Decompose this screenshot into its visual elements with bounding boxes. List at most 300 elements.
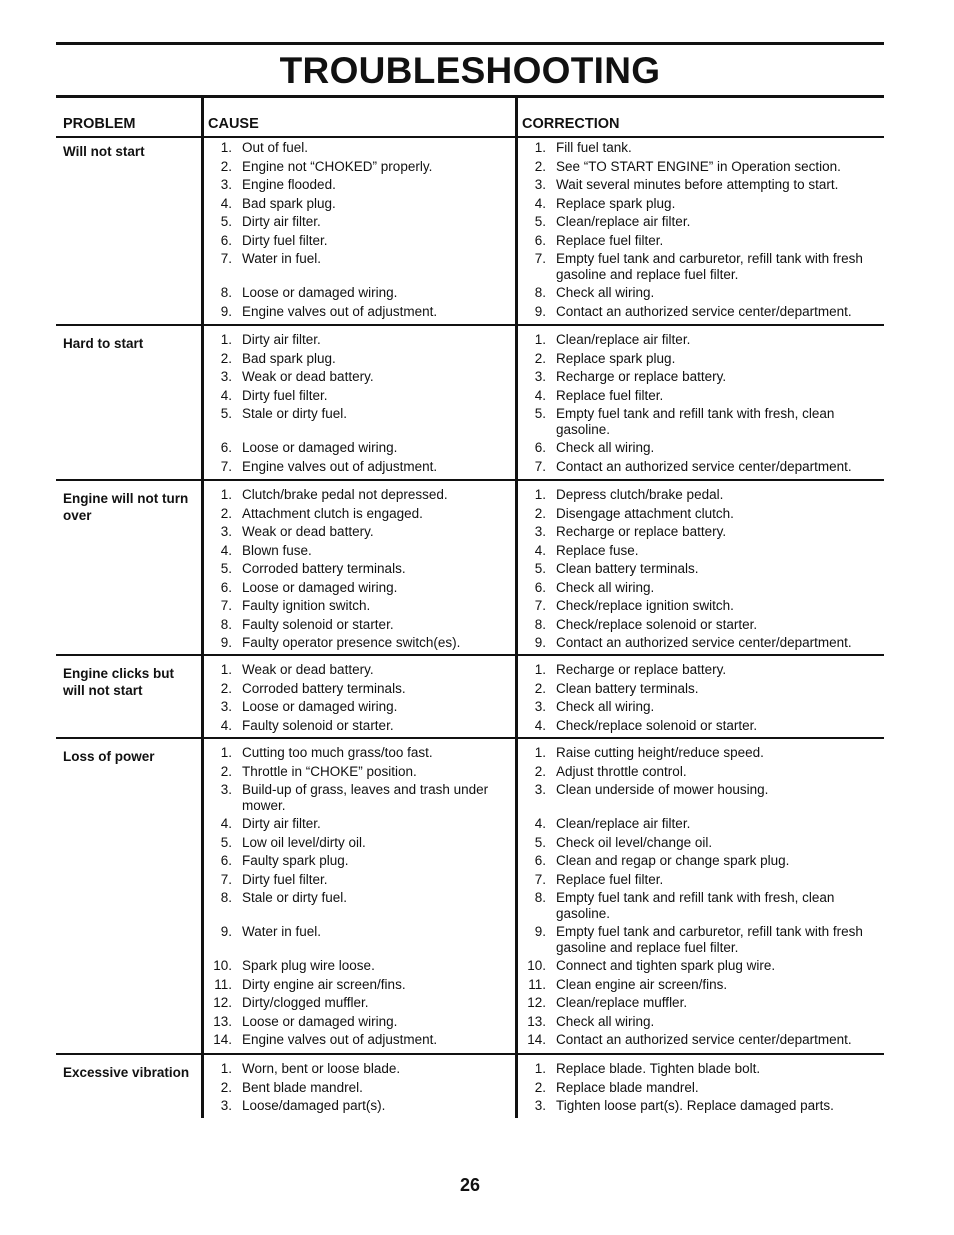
cause-item: [206, 285, 506, 301]
cause-item: [206, 351, 506, 367]
cause-list: [206, 745, 506, 1051]
item-number: 9.: [220, 303, 232, 319]
correction-text: Check all wiring.: [556, 1013, 655, 1029]
cause-text: Faulty operator presence switch(es).: [242, 635, 461, 650]
item-number: 14.: [213, 1032, 232, 1047]
item-number: 11.: [214, 976, 232, 992]
correction-text: Check all wiring.: [556, 440, 655, 455]
correction-item: [520, 598, 882, 614]
correction-text: Recharge or replace battery.: [556, 369, 727, 384]
cause-item: [206, 662, 506, 678]
item-number: 4.: [534, 542, 546, 558]
cause-text: Faulty spark plug.: [242, 853, 349, 868]
item-number: 7.: [534, 458, 546, 474]
correction-item: [520, 718, 882, 734]
item-number: 5.: [534, 406, 546, 421]
correction-text: Replace blade mandrel.: [556, 1079, 699, 1095]
cause-text: Dirty air filter.: [242, 214, 321, 229]
correction-text: Check all wiring.: [556, 285, 655, 300]
cause-item: [206, 745, 506, 761]
item-number: 5.: [534, 834, 546, 850]
cause-item: [206, 718, 506, 734]
correction-item: [520, 159, 882, 175]
correction-text: Fill fuel tank.: [556, 140, 632, 155]
cause-item: [206, 177, 506, 193]
item-number: 8.: [534, 616, 546, 632]
correction-item: [520, 835, 882, 851]
correction-item: [520, 872, 882, 888]
item-number: 4.: [220, 542, 232, 558]
cause-item: [206, 159, 506, 175]
correction-text: Adjust throttle control.: [556, 763, 687, 779]
correction-text: Check all wiring.: [556, 579, 655, 595]
item-number: 7.: [534, 598, 546, 613]
correction-item: [520, 406, 882, 437]
item-number: 9.: [220, 924, 232, 939]
cause-text: Faulty solenoid or starter.: [242, 616, 394, 632]
cause-text: Corroded battery terminals.: [242, 680, 406, 696]
item-number: 5.: [220, 406, 232, 421]
cause-text: Attachment clutch is engaged.: [242, 505, 423, 521]
correction-text: Replace fuel filter.: [556, 387, 664, 403]
correction-item: [520, 853, 882, 869]
item-number: 1.: [534, 745, 546, 760]
item-number: 4.: [534, 717, 546, 733]
item-number: 2.: [220, 350, 232, 366]
correction-text: Contact an authorized service center/department.: [556, 635, 852, 650]
correction-item: [520, 351, 882, 367]
cause-item: [206, 440, 506, 456]
item-number: 1.: [534, 662, 546, 677]
item-number: 3.: [220, 699, 232, 714]
item-number: 11.: [528, 976, 546, 992]
correction-item: [520, 745, 882, 761]
cause-text: Loose or damaged wiring.: [242, 440, 398, 455]
item-number: 4.: [220, 195, 232, 211]
correction-text: Check oil level/change oil.: [556, 834, 713, 850]
item-number: 4.: [220, 816, 232, 831]
correction-item: [520, 699, 882, 715]
correction-item: [520, 487, 882, 503]
correction-item: [520, 1098, 882, 1114]
cause-text: Bad spark plug.: [242, 195, 336, 211]
correction-text: Replace fuse.: [556, 542, 639, 558]
item-number: 2.: [220, 505, 232, 521]
cause-item: [206, 995, 506, 1011]
item-number: 2.: [534, 763, 546, 779]
correction-item: [520, 1061, 882, 1077]
cause-text: Water in fuel.: [242, 924, 322, 939]
cause-list: [206, 140, 506, 322]
cause-item: [206, 196, 506, 212]
item-number: 2.: [534, 680, 546, 696]
item-number: 6.: [220, 440, 232, 455]
section-divider: [56, 1053, 884, 1055]
correction-text: See “TO START ENGINE” in Operation section.: [556, 158, 841, 174]
problem-label: Hard to start: [63, 336, 144, 351]
cause-item: [206, 1080, 506, 1096]
problem-label: Engine clicks but will not start: [63, 666, 175, 698]
item-number: 8.: [534, 285, 546, 300]
cause-item: [206, 924, 506, 955]
correction-text: Clean/replace muffler.: [556, 995, 688, 1010]
problem-label: Loss of power: [63, 749, 155, 764]
item-number: 4.: [534, 816, 546, 831]
correction-text: Wait several minutes before attempting to start.: [556, 177, 839, 192]
correction-text: Empty fuel tank and carburetor, refill tank with fresh gasoline and replace fuel filter.: [556, 924, 863, 955]
correction-item: [520, 369, 882, 385]
correction-list: [520, 662, 882, 736]
correction-item: [520, 388, 882, 404]
cause-item: [206, 699, 506, 715]
cause-text: Weak or dead battery.: [242, 369, 374, 384]
cause-text: Low oil level/dirty oil.: [242, 834, 366, 850]
item-number: 3.: [534, 1098, 546, 1113]
correction-text: Check/replace solenoid or starter.: [556, 717, 758, 733]
item-number: 2.: [220, 680, 232, 696]
correction-text: Replace fuel filter.: [556, 871, 664, 887]
item-number: 6.: [534, 853, 546, 868]
cause-text: Loose or damaged wiring.: [242, 699, 398, 714]
item-number: 9.: [220, 635, 232, 650]
item-number: 1.: [220, 140, 232, 155]
column-divider-correction: [515, 95, 518, 1118]
item-number: 4.: [534, 387, 546, 403]
correction-item: [520, 459, 882, 475]
item-number: 8.: [220, 890, 232, 905]
cause-text: Loose or damaged wiring.: [242, 1013, 398, 1029]
cause-item: [206, 598, 506, 614]
item-number: 3.: [534, 524, 546, 539]
item-number: 7.: [220, 251, 232, 266]
correction-text: Replace spark plug.: [556, 350, 676, 366]
correction-text: Recharge or replace battery.: [556, 524, 727, 539]
item-number: 5.: [220, 834, 232, 850]
correction-item: [520, 561, 882, 577]
correction-item: [520, 662, 882, 678]
item-number: 6.: [220, 853, 232, 868]
correction-item: [520, 1032, 882, 1048]
item-number: 3.: [220, 524, 232, 539]
cause-list: [206, 332, 506, 477]
problem-label: Excessive vibration: [63, 1065, 190, 1080]
item-number: 3.: [534, 782, 546, 797]
cause-text: Cutting too much grass/too fast.: [242, 745, 433, 760]
cause-text: Faulty solenoid or starter.: [242, 717, 394, 733]
correction-item: [520, 958, 882, 974]
cause-text: Dirty air filter.: [242, 332, 321, 347]
cause-item: [206, 977, 506, 993]
correction-item: [520, 890, 882, 921]
cause-item: [206, 782, 506, 813]
correction-text: Replace spark plug.: [556, 195, 676, 211]
header-problem: PROBLEM: [63, 116, 136, 132]
cause-text: Engine flooded.: [242, 177, 336, 192]
cause-list: [206, 662, 506, 736]
item-number: 1.: [534, 1061, 546, 1076]
header-cause: CAUSE: [208, 116, 259, 132]
cause-list: [206, 1061, 506, 1117]
item-number: 13.: [213, 1013, 232, 1029]
cause-item: [206, 524, 506, 540]
cause-text: Loose/damaged part(s).: [242, 1098, 386, 1113]
correction-text: Clean underside of mower housing.: [556, 782, 769, 797]
item-number: 3.: [534, 699, 546, 714]
cause-item: [206, 872, 506, 888]
cause-text: Out of fuel.: [242, 140, 309, 155]
item-number: 2.: [220, 763, 232, 779]
page-number: 26: [459, 1175, 481, 1195]
correction-item: [520, 1014, 882, 1030]
item-number: 8.: [220, 616, 232, 632]
cause-item: [206, 580, 506, 596]
correction-item: [520, 764, 882, 780]
problem-label: Will not start: [63, 144, 145, 159]
cause-text: Stale or dirty fuel.: [242, 890, 348, 905]
item-number: 12.: [527, 995, 546, 1010]
correction-text: Clean engine air screen/fins.: [556, 976, 728, 992]
item-number: 6.: [534, 440, 546, 455]
cause-item: [206, 681, 506, 697]
item-number: 2.: [534, 350, 546, 366]
item-number: 14.: [527, 1032, 546, 1047]
correction-item: [520, 816, 882, 832]
item-number: 7.: [534, 871, 546, 887]
cause-list: [206, 487, 506, 654]
section-divider: [56, 654, 884, 656]
correction-item: [520, 214, 882, 230]
item-number: 3.: [534, 369, 546, 384]
cause-item: [206, 1098, 506, 1114]
cause-item: [206, 543, 506, 559]
item-number: 6.: [220, 579, 232, 595]
section-divider: [56, 479, 884, 481]
correction-item: [520, 251, 882, 282]
correction-text: Clean battery terminals.: [556, 561, 699, 576]
item-number: 4.: [220, 387, 232, 403]
correction-text: Clean/replace air filter.: [556, 816, 691, 831]
cause-item: [206, 459, 506, 475]
correction-text: Empty fuel tank and carburetor, refill tank with fresh gasoline and replace fuel filter.: [556, 251, 863, 282]
correction-text: Replace blade. Tighten blade bolt.: [556, 1061, 761, 1076]
correction-item: [520, 304, 882, 320]
item-number: 2.: [220, 1079, 232, 1095]
item-number: 3.: [220, 369, 232, 384]
cause-item: [206, 853, 506, 869]
correction-text: Empty fuel tank and refill tank with fresh, clean gasoline.: [556, 406, 835, 437]
correction-item: [520, 440, 882, 456]
item-number: 4.: [534, 195, 546, 211]
correction-item: [520, 635, 882, 651]
item-number: 7.: [220, 598, 232, 613]
section-divider: [56, 324, 884, 326]
correction-text: Check/replace solenoid or starter.: [556, 616, 758, 632]
item-number: 4.: [220, 717, 232, 733]
correction-item: [520, 196, 882, 212]
cause-text: Bad spark plug.: [242, 350, 336, 366]
item-number: 1.: [534, 140, 546, 155]
correction-item: [520, 524, 882, 540]
correction-text: Contact an authorized service center/department.: [556, 458, 852, 474]
correction-text: Clean/replace air filter.: [556, 214, 691, 229]
page-title: TROUBLESHOOTING: [279, 50, 661, 91]
correction-list: [520, 332, 882, 477]
item-number: 6.: [534, 579, 546, 595]
cause-item: [206, 617, 506, 633]
item-number: 5.: [534, 214, 546, 229]
cause-item: [206, 369, 506, 385]
item-number: 6.: [534, 232, 546, 248]
correction-item: [520, 140, 882, 156]
cause-item: [206, 388, 506, 404]
correction-text: Raise cutting height/reduce speed.: [556, 745, 764, 760]
cause-item: [206, 487, 506, 503]
cause-text: Engine not “CHOKED” properly.: [242, 158, 433, 174]
correction-text: Contact an authorized service center/department.: [556, 303, 852, 319]
cause-item: [206, 506, 506, 522]
cause-item: [206, 890, 506, 921]
correction-text: Empty fuel tank and refill tank with fresh, clean gasoline.: [556, 890, 835, 921]
correction-list: [520, 487, 882, 654]
item-number: 5.: [534, 561, 546, 576]
correction-text: Replace fuel filter.: [556, 232, 664, 248]
cause-item: [206, 406, 506, 437]
correction-item: [520, 177, 882, 193]
cause-text: Clutch/brake pedal not depressed.: [242, 487, 448, 502]
item-number: 1.: [534, 332, 546, 347]
header-rule: [56, 136, 884, 138]
correction-text: Clean battery terminals.: [556, 680, 699, 696]
item-number: 10.: [527, 958, 546, 973]
item-number: 8.: [220, 285, 232, 300]
correction-text: Depress clutch/brake pedal.: [556, 487, 724, 502]
cause-text: Loose or damaged wiring.: [242, 579, 398, 595]
correction-text: Recharge or replace battery.: [556, 662, 727, 677]
problem-label: Engine will not turn over: [63, 491, 189, 523]
correction-text: Clean and regap or change spark plug.: [556, 853, 790, 868]
item-number: 1.: [220, 487, 232, 502]
correction-item: [520, 617, 882, 633]
correction-item: [520, 924, 882, 955]
item-number: 9.: [534, 303, 546, 319]
correction-text: Connect and tighten spark plug wire.: [556, 958, 776, 973]
item-number: 1.: [220, 1061, 232, 1076]
cause-text: Dirty air filter.: [242, 816, 321, 831]
cause-item: [206, 304, 506, 320]
top-rule: [56, 42, 884, 45]
cause-text: Dirty fuel filter.: [242, 232, 328, 248]
correction-item: [520, 1080, 882, 1096]
correction-item: [520, 332, 882, 348]
item-number: 2.: [534, 1079, 546, 1095]
cause-text: Weak or dead battery.: [242, 524, 374, 539]
header-correction: CORRECTION: [522, 116, 620, 132]
correction-item: [520, 233, 882, 249]
cause-text: Dirty fuel filter.: [242, 871, 328, 887]
cause-item: [206, 561, 506, 577]
item-number: 3.: [534, 177, 546, 192]
item-number: 1.: [220, 332, 232, 347]
cause-text: Weak or dead battery.: [242, 662, 374, 677]
item-number: 7.: [220, 871, 232, 887]
cause-text: Blown fuse.: [242, 542, 312, 558]
table-top-rule: [56, 95, 884, 98]
cause-item: [206, 251, 506, 282]
correction-list: [520, 1061, 882, 1117]
cause-text: Dirty engine air screen/fins.: [242, 976, 406, 992]
correction-item: [520, 782, 882, 813]
cause-text: Faulty ignition switch.: [242, 598, 371, 613]
correction-text: Check all wiring.: [556, 699, 655, 714]
cause-text: Worn, bent or loose blade.: [242, 1061, 401, 1076]
cause-item: [206, 958, 506, 974]
cause-item: [206, 140, 506, 156]
cause-item: [206, 1014, 506, 1030]
correction-text: Disengage attachment clutch.: [556, 505, 734, 521]
cause-text: Build-up of grass, leaves and trash under mower.: [242, 782, 489, 813]
item-number: 3.: [220, 782, 232, 797]
cause-item: [206, 635, 506, 651]
cause-text: Engine valves out of adjustment.: [242, 303, 438, 319]
correction-list: [520, 140, 882, 322]
cause-text: Corroded battery terminals.: [242, 561, 406, 576]
item-number: 1.: [534, 487, 546, 502]
cause-text: Dirty/clogged muffler.: [242, 995, 369, 1010]
correction-item: [520, 995, 882, 1011]
cause-text: Stale or dirty fuel.: [242, 406, 348, 421]
item-number: 3.: [220, 1098, 232, 1113]
cause-text: Water in fuel.: [242, 251, 322, 266]
cause-text: Loose or damaged wiring.: [242, 285, 398, 300]
section-divider: [56, 737, 884, 739]
item-number: 9.: [534, 635, 546, 650]
cause-item: [206, 1032, 506, 1048]
item-number: 2.: [534, 158, 546, 174]
cause-item: [206, 233, 506, 249]
item-number: 8.: [534, 890, 546, 905]
cause-item: [206, 1061, 506, 1077]
cause-text: Bent blade mandrel.: [242, 1079, 363, 1095]
cause-item: [206, 214, 506, 230]
item-number: 12.: [213, 995, 232, 1010]
correction-text: Clean/replace air filter.: [556, 332, 691, 347]
cause-text: Spark plug wire loose.: [242, 958, 375, 973]
item-number: 9.: [534, 924, 546, 939]
item-number: 5.: [220, 214, 232, 229]
correction-item: [520, 285, 882, 301]
item-number: 7.: [534, 251, 546, 266]
correction-item: [520, 977, 882, 993]
item-number: 2.: [220, 158, 232, 174]
cause-text: Throttle in “CHOKE” position.: [242, 763, 417, 779]
correction-text: Tighten loose part(s). Replace damaged parts.: [556, 1098, 834, 1113]
cause-text: Engine valves out of adjustment.: [242, 458, 438, 474]
item-number: 13.: [527, 1013, 546, 1029]
correction-text: Check/replace ignition switch.: [556, 598, 734, 613]
cause-item: [206, 816, 506, 832]
correction-item: [520, 543, 882, 559]
cause-text: Engine valves out of adjustment.: [242, 1032, 438, 1047]
item-number: 1.: [220, 662, 232, 677]
item-number: 2.: [534, 505, 546, 521]
column-divider-cause: [201, 95, 204, 1118]
item-number: 10.: [213, 958, 232, 973]
correction-item: [520, 506, 882, 522]
cause-text: Dirty fuel filter.: [242, 387, 328, 403]
item-number: 1.: [220, 745, 232, 760]
item-number: 6.: [220, 232, 232, 248]
correction-text: Contact an authorized service center/department.: [556, 1032, 852, 1047]
